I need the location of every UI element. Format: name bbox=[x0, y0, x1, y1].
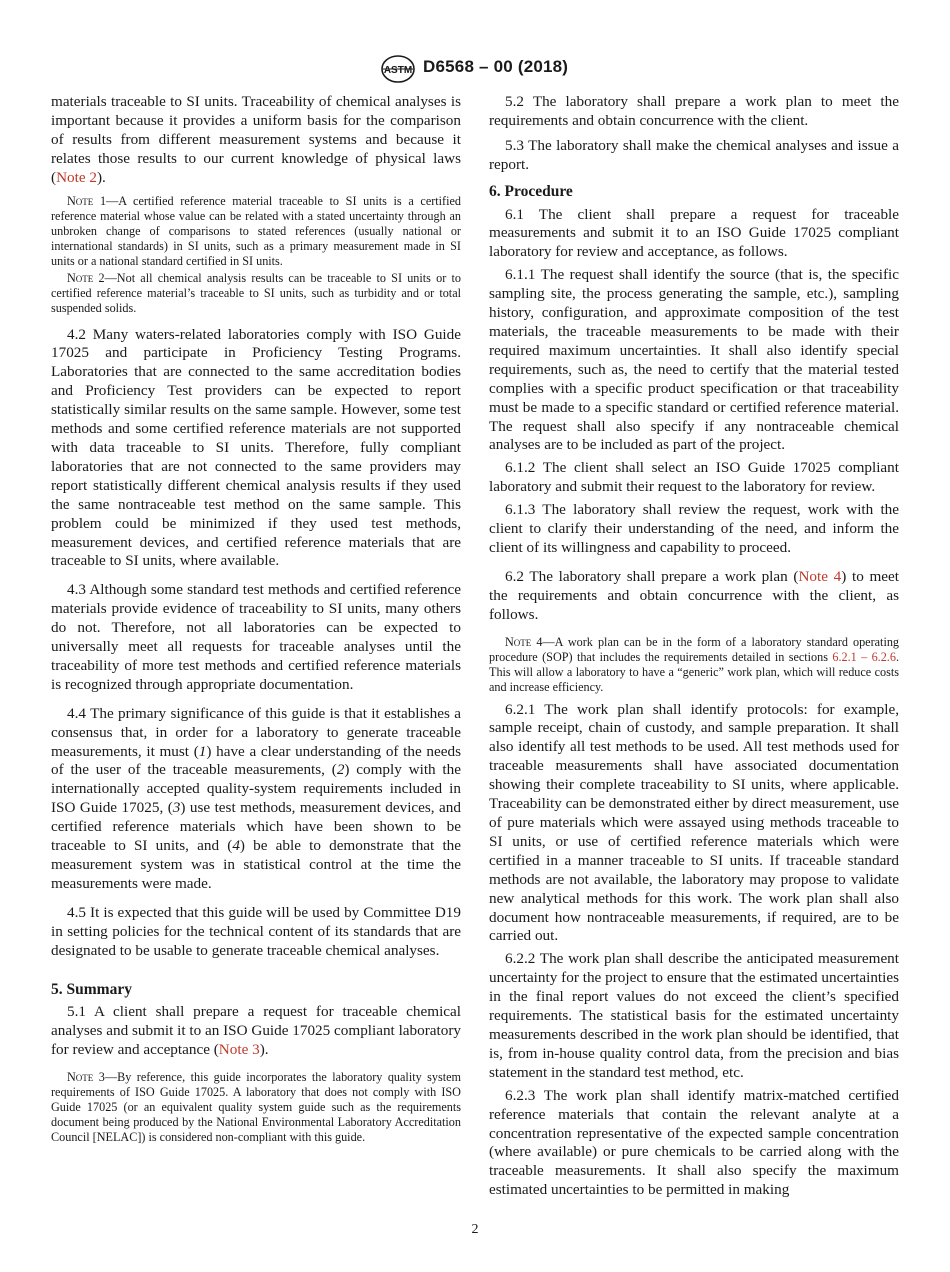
note-4: Note 4—A work plan can be in the form of a laboratory standard operating procedure (SOP) that includes the requirements detailed in sections 6.2.1 – 6.2.6. This will allow a laboratory to have a “generic” work plan, which will reduce costs and increase efficiency. bbox=[489, 634, 900, 694]
paragraph-5-1: 5.1 A client shall prepare a request for traceable chemical analyses and submit it to an ISO Guide 17025 compliant laboratory for review and acceptance (Note 3). bbox=[51, 1003, 461, 1059]
document-designation: D6568 – 00 (2018) bbox=[423, 57, 569, 76]
paragraph-6-1-1: 6.1.1 The request shall identify the source (that is, the specific sampling site, the process generating the sample, etc.), sampling history, configuration, and approximate composition of the test materials, the traceable measurements to be made with their required maximum uncertainties. It shall also identify special requirements, such as, the need to certify that the material tested complies with a specific product specification or that traceability must be made to a specific standard or certified reference material. The request shall also specify if any nontraceable chemical analyses are to be included as part of the project. bbox=[489, 266, 899, 454]
note-3-link[interactable]: Note 3 bbox=[218, 1041, 260, 1059]
right-column bbox=[489, 93, 899, 1200]
paragraph-6-1-3: 6.1.3 The laboratory shall review the request, work with the client to clarify their understanding of the need, and inform the client of its willingness and capability to proceed. bbox=[489, 501, 899, 556]
paragraph-6-2: 6.2 The laboratory shall prepare a work plan (Note 4) to meet the requirements and obtain concurrence with the client, as follows. bbox=[489, 567, 899, 623]
paragraph-6-2-2: 6.2.2 The work plan shall describe the anticipated measurement uncertainty for the project to ensure that the estimated uncertainties in the final report values do not exceed the client’s specified requirements. The statistical basis for the estimated uncertainty measurements described in the work plan should be identified, that is, from in-house quality control data, from the precision and bias statement in the standard test method, etc. bbox=[489, 950, 899, 1081]
sections-6-2-1-link[interactable]: 6.2.1 – 6.2.6 bbox=[832, 649, 896, 664]
paragraph-4-4: 4.4 The primary significance of this guide is that it establishes a consensus that, in order for a laboratory to generate traceable measurements, it must (1) have a clear understanding of the needs of the user of the traceable measurements, (2) comply with the internationally accepted quality-system requirements included in ISO Guide 17025, (3) use test methods, measurement devices, and certified reference materials which have been shown to be traceable to SI units, and (4) be able to demonstrate that the measurement system was in statistical control at the time the measurements were made. bbox=[51, 704, 461, 892]
note-3: Note 3—By reference, this guide incorporates the laboratory quality system requirements of ISO Guide 17025. A laboratory that does not comply with ISO Guide 17025 (or an equivalent quality system guide such as the requirements document being produced by the National Environmental Laboratory Accreditation Council [NELAC]) is considered non-compliant with this guide. bbox=[51, 1070, 462, 1145]
paragraph-4-5: 4.5 It is expected that this guide will be used by Committee D19 in setting policies for the technical content of its standards that are designated to be usable to generate traceable chemical analyses. bbox=[51, 903, 461, 959]
svg-text:ASTM: ASTM bbox=[383, 65, 413, 76]
paragraph-5-3: 5.3 The laboratory shall make the chemical analyses and issue a report. bbox=[489, 136, 899, 173]
note-1: Note 1—A certified reference material traceable to SI units is a certified reference material whose value can be related with a stated uncertainty through an unbroken change of comparisons to stated references (usually national or international standards) in SI units, such as a primary measurement made in SI units or a national standard certified in SI units. bbox=[51, 193, 462, 268]
paragraph-5-2: 5.2 The laboratory shall prepare a work plan to meet the requirements and obtain concurrence with the client. bbox=[489, 93, 899, 129]
section-6-heading: 6. Procedure bbox=[489, 182, 573, 200]
note-4-link[interactable]: Note 4 bbox=[798, 567, 842, 585]
paragraph-4-3: 4.3 Although some standard test methods and certified reference materials provide evidence of traceability to SI units, many others do not. Therefore, not all laboratories can be expected to universally meet all requests for traceable analyses until the traceability of more test methods and certified reference materials is recognized through appropriate documentation. bbox=[51, 581, 461, 693]
page-header bbox=[0, 54, 950, 88]
page-number: 2 bbox=[471, 1222, 479, 1237]
note-2: Note 2—Not all chemical analysis results can be traceable to SI units or to certified reference material’s traceable to SI units, such as turbidity and or total suspended solids. bbox=[51, 270, 461, 315]
left-column bbox=[51, 93, 461, 1145]
note-2-link[interactable]: Note 2 bbox=[56, 168, 97, 186]
paragraph-6-1-2: 6.1.2 The client shall select an ISO Guide 17025 compliant laboratory and submit their request to the laboratory for review. bbox=[489, 459, 899, 496]
astm-logo-icon bbox=[380, 54, 416, 84]
paragraph-4-2: 4.2 Many waters-related laboratories comply with ISO Guide 17025 and participate in Proficiency Testing Programs. Laboratories that are connected to the same accreditation bodies and Proficiency Test providers can be expected to report statistically similar results on the same sample. However, some test methods and some certified reference materials are not supported with data traceable to SI units. Therefore, fully compliant laboratories that are not connected to the same providers may report statistically different chemical analysis results if they used the same nontraceable test method on the same sample. This problem could be minimized if they used test methods, measurement devices, and certified reference materials that are traceable to SI units, where available. bbox=[51, 325, 461, 570]
paragraph-4-1-cont: materials traceable to SI units. Traceability of chemical analyses is important because it provides a uniform basis for the comparison of results from different measurement systems and because it relates those results to our current knowledge of physical laws (Note 2). bbox=[51, 93, 461, 186]
paragraph-6-1: 6.1 The client shall prepare a request for traceable measurements and submit it to an ISO Guide 17025 compliant laboratory for review and acceptance, as follows. bbox=[489, 205, 899, 261]
section-5-heading: 5. Summary bbox=[51, 980, 132, 998]
paragraph-6-2-1: 6.2.1 The work plan shall identify protocols: for example, sample receipt, chain of custody, and sample preparation. It shall also identify all test methods to be used. All test methods used for traceable measurements shall have associated documentation showing their complete traceability to SI units, where applicable. Traceability can be demonstrated either by direct measurement, use of pure materials which were assayed using methods traceable to SI units, or use of certified reference materials which were certified in a manner traceable to SI units. If traceable standard methods are not available, the laboratory may propose to validate new analytical methods for this work. The work plan shall also document how nontraceable measurements, if required, are to be carried out. bbox=[489, 700, 899, 945]
paragraph-6-2-3: 6.2.3 The work plan shall identify matrix-matched certified reference materials that contain the relevant analyte at a concentration representative of the expected sample concentration (where available) or pure chemicals to be carried along with the traceable measurements. It shall also specify the maximum estimated uncertainties to be permitted in making bbox=[489, 1086, 899, 1199]
